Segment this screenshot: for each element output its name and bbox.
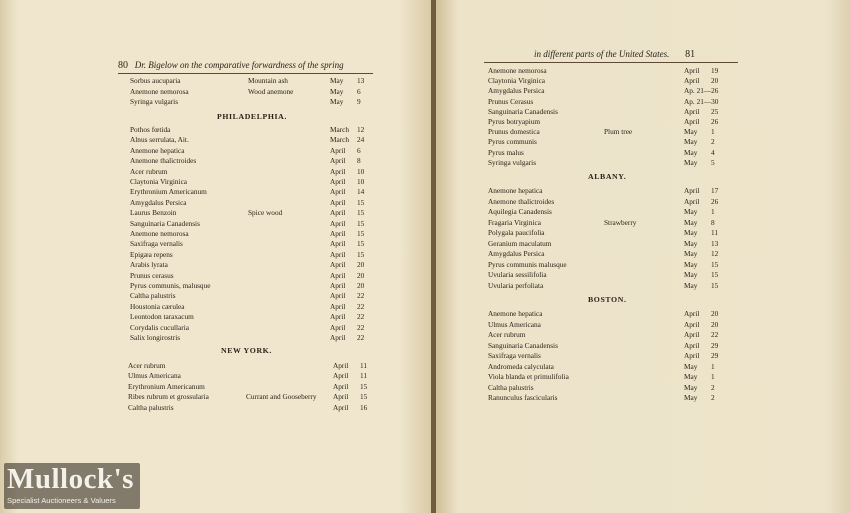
cell-species: Aquilegia Canadensis <box>488 207 552 216</box>
cell-day: 22 <box>357 312 365 322</box>
cell-day: 22 <box>357 333 365 342</box>
cell-day: 16 <box>360 402 368 412</box>
cell-month: May <box>330 76 344 85</box>
cell-day: 15 <box>711 270 719 279</box>
cell-month: April <box>330 208 346 218</box>
cell-month: April <box>684 66 700 75</box>
cell-month: April <box>684 186 700 195</box>
cell-species: Prunus cerasus <box>130 270 174 280</box>
cell-species: Saxifraga vernalis <box>488 351 541 360</box>
cell-month: May <box>684 259 698 269</box>
cell-species: Prunus domestica <box>488 127 540 137</box>
cell-day: 5 <box>711 157 715 167</box>
cell-month: May <box>684 157 698 167</box>
cell-day: 2 <box>711 137 715 147</box>
cell-month: May <box>684 147 698 157</box>
cell-species: Uvularia sessilifolia <box>488 270 547 279</box>
cell-day: 8 <box>357 156 361 166</box>
cell-day: 6 <box>357 145 361 155</box>
cell-species: Anemone nemorosa <box>130 86 189 96</box>
cell-day: 22 <box>357 322 365 332</box>
cell-day: 22 <box>711 330 719 339</box>
cell-day: 15 <box>711 259 719 269</box>
cell-month: May <box>684 127 698 137</box>
cell-month: April <box>330 218 346 228</box>
cell-day: 26 <box>711 117 719 126</box>
cell-month: April <box>333 392 349 402</box>
cell-day: 9 <box>357 97 361 106</box>
cell-month: April <box>330 270 346 280</box>
cell-month: April <box>330 301 346 311</box>
cell-day: 4 <box>711 147 715 157</box>
cell-month: May <box>684 238 698 248</box>
cell-species: Epigæa repens <box>130 249 173 259</box>
cell-day: 13 <box>711 238 719 248</box>
cell-day: 20 <box>711 309 719 318</box>
cell-day: 20 <box>357 260 365 270</box>
cell-month: April <box>330 249 346 259</box>
cell-month: May <box>330 86 344 96</box>
cell-species: Anemone nemorosa <box>130 229 189 238</box>
cell-species: Caltha palustris <box>128 402 174 412</box>
cell-month: March <box>330 125 350 134</box>
cell-day: 20 <box>711 76 719 86</box>
cell-species: Anemone thalictroides <box>130 156 197 166</box>
cell-day: 29 <box>711 351 719 360</box>
cell-species: Ranunculus fascicularis <box>488 393 558 402</box>
section-heading-new-york: NEW YORK. <box>221 346 272 355</box>
cell-day: 14 <box>357 187 365 197</box>
cell-species: Syringa vulgaris <box>488 157 537 167</box>
cell-species: Caltha palustris <box>130 291 176 301</box>
cell-month: April <box>330 281 346 290</box>
cell-month: May <box>684 382 698 392</box>
cell-day: 2 <box>711 382 715 392</box>
logo-brand: Mullock's <box>7 463 134 495</box>
cell-month: May <box>684 228 698 237</box>
cell-species: Uvularia perfoliata <box>488 280 544 290</box>
logo-tagline: Specialist Auctioneers & Valuers <box>7 496 116 505</box>
cell-day: 29 <box>711 340 719 350</box>
cell-day: 11 <box>360 361 368 370</box>
cell-day: 11 <box>711 228 719 237</box>
cell-day: 15 <box>357 229 365 238</box>
cell-species: Caltha palustris <box>488 382 534 392</box>
cell-month: May <box>684 207 698 216</box>
cell-day: 12 <box>711 249 719 258</box>
cell-month: April <box>330 156 346 166</box>
cell-month: April <box>330 187 346 197</box>
cell-common: Spice wood <box>248 208 283 218</box>
cell-species: Andromeda calyculata <box>488 361 554 371</box>
cell-day: 24 <box>357 135 365 145</box>
cell-month: April <box>684 340 700 350</box>
cell-day: 25 <box>711 106 719 116</box>
cell-species: Houstonia cærulea <box>130 301 185 311</box>
cell-species: Saxifraga vernalis <box>130 239 183 249</box>
cell-month: April <box>684 351 700 360</box>
cell-day: 12 <box>357 125 365 134</box>
cell-day: 15 <box>360 381 368 391</box>
cell-month: Ap. 21—30 <box>684 96 719 106</box>
cell-month: Ap. 21—26 <box>684 86 719 96</box>
left-running-head-text: Dr. Bigelow on the comparative forwardness of the spring <box>134 60 344 70</box>
cell-species: Pyrus communis, malusque <box>130 281 211 290</box>
cell-common: Mountain ash <box>248 76 288 85</box>
cell-day: 1 <box>711 361 715 371</box>
cell-month: April <box>333 371 349 381</box>
cell-month: April <box>330 177 346 186</box>
cell-month: March <box>330 135 350 145</box>
cell-day: 15 <box>357 239 365 249</box>
cell-species: Anemone nemorosa <box>488 66 547 75</box>
cell-month: April <box>330 239 346 249</box>
cell-species: Syringa vulgaris <box>130 97 179 106</box>
cell-species: Salix longirostris <box>130 333 181 342</box>
cell-month: April <box>330 197 346 207</box>
cell-species: Acer rubrum <box>130 166 168 176</box>
cell-species: Acer rubrum <box>128 361 166 370</box>
cell-month: May <box>684 393 698 402</box>
cell-day: 10 <box>357 166 365 176</box>
cell-species: Sanguinaria Canadensis <box>488 340 558 350</box>
cell-day: 20 <box>357 281 365 290</box>
cell-species: Ribes rubrum et grossularia <box>128 392 209 402</box>
cell-month: April <box>333 402 349 412</box>
cell-species: Polygala paucifolia <box>488 228 545 237</box>
cell-species: Ulmus Americana <box>488 319 541 329</box>
cell-species: Sanguinaria Canadensis <box>130 218 200 228</box>
cell-month: April <box>333 361 349 370</box>
cell-month: April <box>684 117 700 126</box>
cell-species: Ulmus Americana <box>128 371 181 381</box>
cell-month: April <box>684 309 700 318</box>
cell-species: Alnus serrulata, Ait. <box>130 135 189 145</box>
cell-species: Amygdalus Persica <box>488 249 545 258</box>
cell-day: 15 <box>357 218 365 228</box>
cell-species: Geranium maculatum <box>488 238 552 248</box>
cell-month: May <box>684 217 698 227</box>
cell-month: April <box>333 381 349 391</box>
cell-species: Fragaria Virginica <box>488 217 541 227</box>
cell-day: 1 <box>711 372 715 381</box>
cell-day: 11 <box>360 371 368 381</box>
cell-month: May <box>684 361 698 371</box>
cell-day: 13 <box>357 76 365 85</box>
mullocks-logo <box>4 463 140 509</box>
cell-common: Wood anemone <box>248 86 294 96</box>
section-heading-philadelphia: PHILADELPHIA. <box>217 112 287 121</box>
cell-species: Amygdalus Persica <box>488 86 545 96</box>
cell-month: April <box>330 291 346 301</box>
cell-species: Arabis lyrata <box>130 260 168 270</box>
cell-day: 20 <box>357 270 365 280</box>
cell-species: Pothos fœtida <box>130 125 171 134</box>
cell-species: Sorbus aucuparia <box>130 76 181 85</box>
cell-day: 15 <box>357 208 365 218</box>
cell-species: Sanguinaria Canadensis <box>488 106 558 116</box>
cell-species: Anemone hepatica <box>130 145 185 155</box>
right-running-head <box>534 49 695 60</box>
cell-month: April <box>684 106 700 116</box>
cell-month: April <box>330 166 346 176</box>
cell-day: 20 <box>711 319 719 329</box>
cell-day: 1 <box>711 207 715 216</box>
cell-common: Strawberry <box>604 217 637 227</box>
cell-month: May <box>684 270 698 279</box>
cell-day: 15 <box>357 197 365 207</box>
cell-species: Claytonia Virginica <box>130 177 188 186</box>
cell-species: Anemone thalictroides <box>488 196 555 206</box>
cell-month: April <box>684 330 700 339</box>
cell-species: Amygdalus Persica <box>130 197 187 207</box>
right-page-number: 81 <box>685 49 696 60</box>
cell-species: Erythronium Americanum <box>130 187 207 197</box>
left-running-head <box>118 60 344 71</box>
cell-species: Prunus Cerasus <box>488 96 534 106</box>
cell-day: 15 <box>711 280 719 290</box>
cell-species: Pyrus botryapium <box>488 117 541 126</box>
cell-month: April <box>684 319 700 329</box>
cell-month: May <box>684 280 698 290</box>
cell-month: April <box>330 145 346 155</box>
cell-species: Pyrus communis <box>488 137 537 147</box>
cell-species: Laurus Benzoin <box>130 208 177 218</box>
right-running-head-text: in different parts of the United States. <box>534 49 670 59</box>
cell-day: 15 <box>357 249 365 259</box>
cell-species: Claytonia Virginica <box>488 76 546 86</box>
section-heading-boston: BOSTON. <box>588 295 627 304</box>
cell-day: 22 <box>357 301 365 311</box>
cell-day: 22 <box>357 291 365 301</box>
cell-day: 19 <box>711 66 719 75</box>
cell-species: Viola blanda et primulifolia <box>488 372 569 381</box>
cell-day: 10 <box>357 177 365 186</box>
cell-species: Erythronium Americanum <box>128 381 205 391</box>
cell-day: 1 <box>711 127 715 137</box>
cell-month: April <box>330 333 346 342</box>
cell-month: April <box>330 229 346 238</box>
cell-common: Currant and Gooseberry <box>246 392 317 402</box>
cell-month: May <box>684 249 698 258</box>
cell-species: Acer rubrum <box>488 330 526 339</box>
section-heading-albany: ALBANY. <box>588 172 627 181</box>
cell-day: 15 <box>360 392 368 402</box>
cell-species: Pyrus malus <box>488 147 524 157</box>
cell-species: Anemone hepatica <box>488 186 543 195</box>
cell-month: May <box>684 137 698 147</box>
right-page <box>436 0 850 513</box>
right-header-rule <box>484 62 738 63</box>
cell-species: Pyrus communis malusque <box>488 259 567 269</box>
cell-day: 2 <box>711 393 715 402</box>
cell-month: April <box>684 76 700 86</box>
cell-month: April <box>330 260 346 270</box>
cell-month: May <box>684 372 698 381</box>
cell-day: 8 <box>711 217 715 227</box>
cell-month: April <box>330 312 346 322</box>
cell-species: Leontodon taraxacum <box>130 312 194 322</box>
left-header-rule <box>118 73 373 74</box>
cell-common: Plum tree <box>604 127 633 137</box>
cell-month: April <box>684 196 700 206</box>
cell-month: April <box>330 322 346 332</box>
cell-month: May <box>330 97 344 106</box>
cell-species: Anemone hepatica <box>488 309 543 318</box>
cell-day: 6 <box>357 86 361 96</box>
left-page-number: 80 <box>118 60 128 71</box>
cell-day: 17 <box>711 186 719 195</box>
cell-species: Corydalis cucullaria <box>130 322 189 332</box>
cell-day: 26 <box>711 196 719 206</box>
